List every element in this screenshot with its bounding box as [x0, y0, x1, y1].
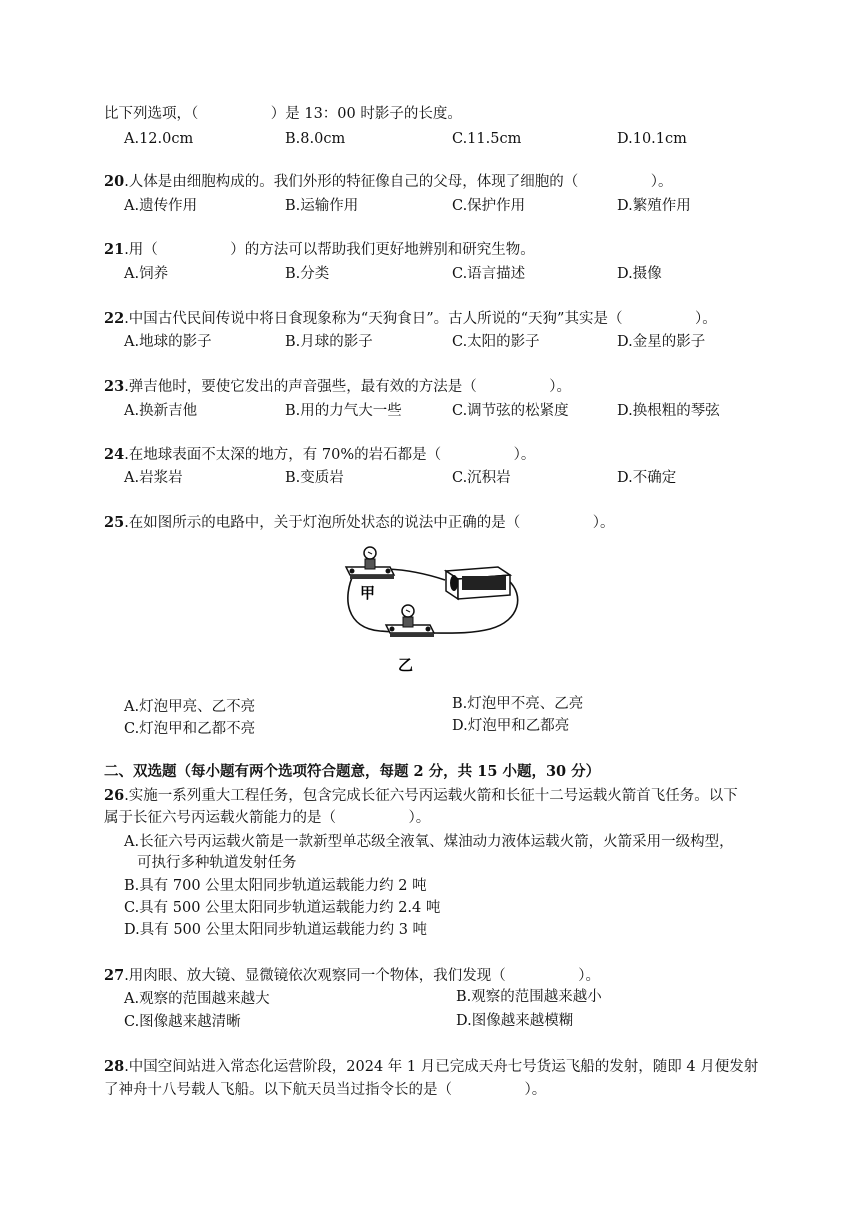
q27-option-d: D.图像越来越模糊: [456, 1013, 574, 1029]
q26-option-b: B.具有 700 公里太阳同步轨道运载能力约 2 吨: [124, 878, 427, 894]
q24-option-c: C.沉积岩: [452, 470, 511, 486]
q28-stem-line2: 了神舟十八号载人飞船。以下航天员当过指令长的是（ ）。: [104, 1082, 547, 1098]
section-title: 二、双选题（每小题有两个选项符合题意，每题 2 分，共 15 小题，30 分）: [104, 763, 601, 780]
label-jia: 甲: [360, 584, 376, 602]
q22-option-b: B.月球的影子: [285, 334, 373, 350]
q20-option-d: D.繁殖作用: [617, 198, 691, 214]
q23-option-c: C.调节弦的松紧度: [452, 403, 569, 419]
q19-option-d: D.10.1cm: [617, 131, 687, 147]
q23-number: 23: [104, 378, 125, 395]
q20-option-a: A.遗传作用: [124, 198, 198, 214]
circuit-wire-top: [388, 569, 445, 580]
q27-number: 27: [104, 967, 125, 984]
q22-number: 22: [104, 310, 125, 327]
q26-option-c: C.具有 500 公里太阳同步轨道运载能力约 2.4 吨: [124, 900, 441, 916]
q21-stem: [104, 240, 535, 260]
q23-option-d: D.换根粗的琴弦: [617, 403, 720, 419]
q28-text: .中国空间站进入常态化运营阶段，2024 年 1 月已完成天舟七号货运飞船的发射，随即 4 月便发射: [124, 1059, 759, 1075]
q19-option-a: A.12.0cm: [124, 131, 194, 147]
q22-option-c: C.太阳的影子: [452, 334, 540, 350]
bulb-jia-icon: [346, 547, 394, 579]
q26-number: 26: [104, 787, 125, 804]
q24-text: .在地球表面不太深的地方，有 70%的岩石都是（ ）。: [124, 447, 536, 463]
q27-option-a: A.观察的范围越来越大: [124, 991, 270, 1007]
q26-text: .实施一系列重大工程任务，包含完成长征六号丙运载火箭和长征十二号运载火箭首飞任务。以下: [124, 788, 738, 804]
q22-text: .中国古代民间传说中将日食现象称为“天狗食日”。古人所说的“天狗”其实是（ ）。: [124, 311, 717, 327]
q26-stem-line1: [104, 786, 738, 806]
q20-number: 20: [104, 173, 125, 190]
q21-option-a: A.饲养: [124, 266, 169, 282]
q21-option-d: D.摄像: [617, 266, 662, 282]
label-yi: 乙: [398, 656, 414, 674]
q24-option-a: A.岩浆岩: [124, 470, 183, 486]
q25-number: 25: [104, 514, 125, 531]
q23-text: .弹吉他时，要使它发出的声音强些，最有效的方法是（ ）。: [124, 379, 572, 395]
circuit-wire-left: [348, 573, 406, 632]
q20-stem: [104, 172, 673, 192]
q19-stem: 比下列选项，（ ）是 13：00 时影子的长度。: [104, 106, 462, 122]
q19-option-c: C.11.5cm: [452, 131, 522, 147]
q25-stem: [104, 513, 615, 533]
q27-option-c: C.图像越来越清晰: [124, 1014, 241, 1030]
q28-number: 28: [104, 1058, 125, 1075]
q24-option-b: B.变质岩: [285, 470, 344, 486]
q25-option-b: B.灯泡甲不亮、乙亮: [452, 696, 584, 712]
q26-option-d: D.具有 500 公里太阳同步轨道运载能力约 3 吨: [124, 922, 428, 938]
q20-text: .人体是由细胞构成的。我们外形的特征像自己的父母，体现了细胞的（ ）。: [124, 174, 673, 190]
q26-stem-line2: 属于长征六号丙运载火箭能力的是（ ）。: [104, 810, 431, 826]
q25-option-a: A.灯泡甲亮、乙不亮: [124, 699, 256, 715]
q20-option-c: C.保护作用: [452, 198, 526, 214]
bulb-yi-icon: [386, 605, 434, 637]
q28-stem-line1: [104, 1057, 758, 1077]
q25-option-c: C.灯泡甲和乙都不亮: [124, 721, 256, 737]
q23-option-a: A.换新吉他: [124, 403, 198, 419]
q24-option-d: D.不确定: [617, 470, 677, 486]
q23-option-b: B.用的力气大一些: [285, 403, 402, 419]
q21-text: .用（ ）的方法可以帮助我们更好地辨别和研究生物。: [124, 242, 535, 258]
q27-option-b: B.观察的范围越来越小: [456, 989, 602, 1005]
q23-stem: [104, 377, 571, 397]
q27-text: .用肉眼、放大镜、显微镜依次观察同一个物体，我们发现（ ）。: [124, 968, 601, 984]
q24-number: 24: [104, 446, 125, 463]
q25-text: .在如图所示的电路中，关于灯泡所处状态的说法中正确的是（ ）。: [124, 515, 615, 531]
battery-box-icon: [446, 567, 510, 599]
q21-option-c: C.语言描述: [452, 266, 526, 282]
q19-option-b: B.8.0cm: [285, 131, 346, 147]
q21-number: 21: [104, 241, 125, 258]
q26-option-a-line2: 可执行多种轨道发射任务: [137, 855, 297, 871]
q27-stem: [104, 966, 600, 986]
q25-option-d: D.灯泡甲和乙都亮: [452, 718, 570, 734]
q22-option-a: A.地球的影子: [124, 334, 212, 350]
q26-option-a-line1: A.长征六号丙运载火箭是一款新型单芯级全液氧、煤油动力液体运载火箭，火箭采用一级构型，: [124, 834, 734, 850]
q20-option-b: B.运输作用: [285, 198, 359, 214]
q24-stem: [104, 445, 535, 465]
q21-option-b: B.分类: [285, 266, 330, 282]
circuit-diagram: [340, 543, 530, 675]
q22-stem: [104, 309, 717, 329]
q22-option-d: D.金星的影子: [617, 334, 706, 350]
